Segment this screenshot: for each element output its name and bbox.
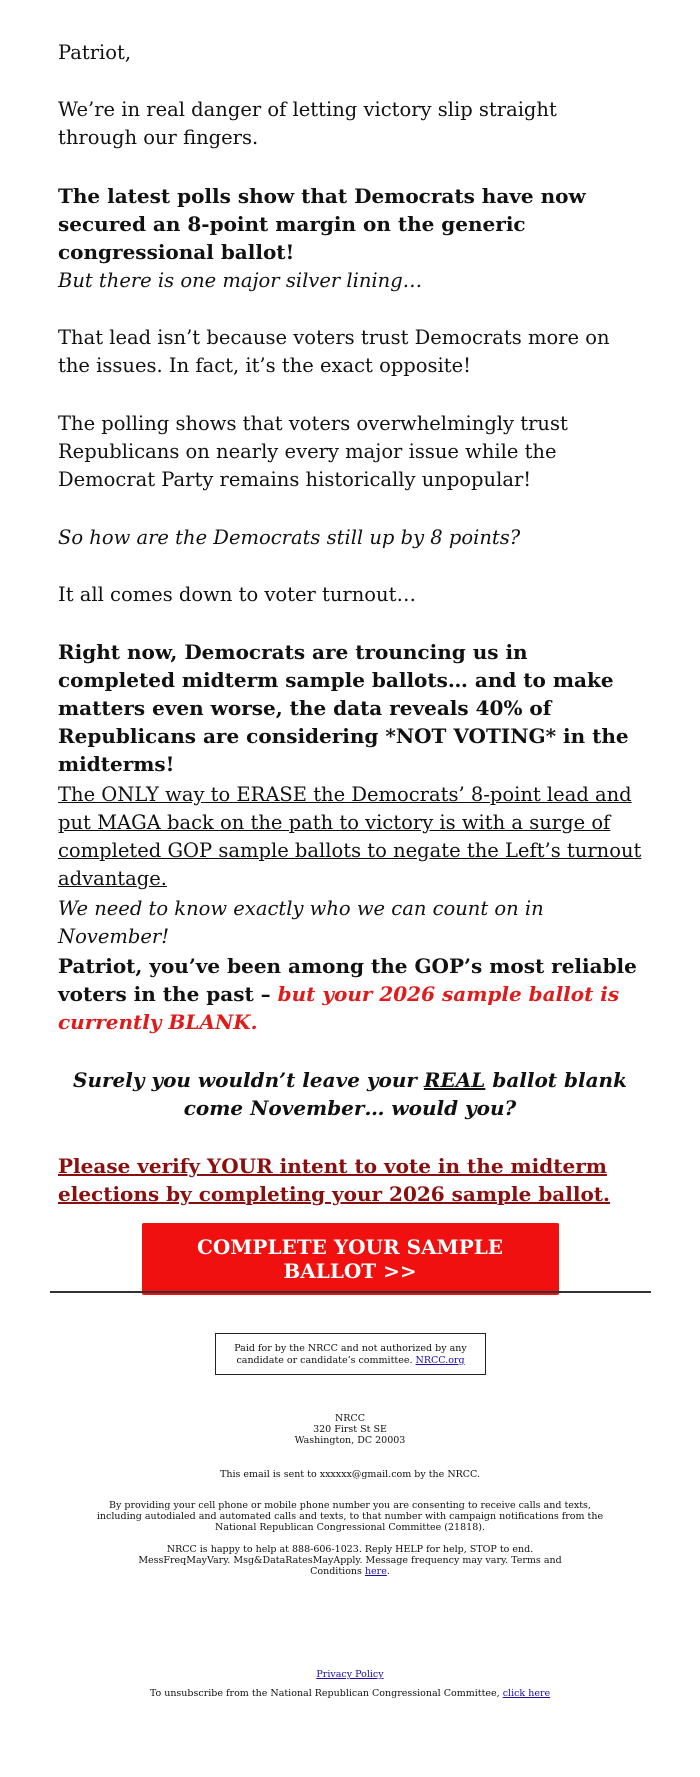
divider bbox=[50, 1291, 651, 1293]
paragraph-surely bbox=[58, 1066, 642, 1122]
address-block bbox=[0, 1413, 700, 1446]
paragraph-lead: That lead isn’t because voters trust Democrats more on the issues. In fact, it’s the exact opposite! bbox=[58, 326, 610, 377]
terms-here-link[interactable]: here bbox=[364, 1566, 387, 1577]
reliable-text: Patriot, you’ve been among the GOP’s most reliable voters in the past – bbox=[58, 954, 637, 1006]
paragraph-reliable bbox=[58, 952, 642, 1036]
paragraph-question: So how are the Democrats still up by 8 points? bbox=[58, 526, 521, 549]
help-text: NRCC is happy to help at 888-606-1023. Reply HELP for help, STOP to end. MessFreqMayVary. Msg&DataRatesMayApply. Message frequency may vary. Terms and Conditions bbox=[138, 1544, 562, 1577]
paragraph-polls: The latest polls show that Democrats have now secured an 8-point margin on the generic congressional ballot! bbox=[58, 184, 586, 264]
greeting: Patriot, bbox=[58, 41, 132, 64]
sent-to-text: This email is sent to xxxxxx@gmail.com by the NRCC. bbox=[219, 1469, 481, 1480]
privacy-policy-link[interactable]: Privacy Policy bbox=[316, 1669, 384, 1680]
surely-text-a: Surely you wouldn’t leave your bbox=[73, 1068, 417, 1092]
address-line-1: 320 First St SE bbox=[313, 1424, 387, 1435]
paid-for-disclaimer bbox=[215, 1333, 486, 1375]
blank-ballot-text: but your 2026 sample ballot is currently BLANK. bbox=[58, 982, 620, 1034]
paragraph-polling: The polling shows that voters overwhelmingly trust Republicans on nearly every major issue while the Democrat Party remains historically unpopular! bbox=[58, 412, 568, 491]
paid-for-text: Paid for by the NRCC and not authorized by any candidate or candidate’s committee. bbox=[234, 1343, 467, 1366]
unsubscribe-text: To unsubscribe from the National Republican Congressional Committee, bbox=[149, 1688, 500, 1699]
paragraph-danger: We’re in real danger of letting victory slip straight through our fingers. bbox=[58, 98, 557, 149]
paragraph-erase-lead: The ONLY way to ERASE the Democrats’ 8-point lead and put MAGA back on the path to victory is with a surge of completed GOP sample ballots to negate the Left’s turnout advantage. bbox=[58, 783, 642, 890]
unsubscribe-row bbox=[0, 1688, 700, 1699]
paragraph-count-on: We need to know exactly who we can count on in November! bbox=[58, 897, 544, 948]
nrcc-org-link[interactable]: NRCC.org bbox=[415, 1355, 465, 1366]
address-line-2: Washington, DC 20003 bbox=[294, 1435, 406, 1446]
paragraph-trouncing: Right now, Democrats are trouncing us in completed midterm sample ballots… and to make matters even worse, the data reveals 40% of Republicans are considering *NOT VOTING* in the midterms! bbox=[58, 640, 629, 776]
cta-wrapper bbox=[58, 1223, 642, 1295]
surely-real: REAL bbox=[423, 1068, 486, 1092]
paragraph-silver-lining: But there is one major silver lining… bbox=[58, 269, 423, 292]
consent-text: By providing your cell phone or mobile phone number you are consenting to receive calls and texts, including autodialed and automated calls and texts, to that number with campaign notifications from the National Republican Congressional Committee (21818). bbox=[96, 1500, 604, 1533]
surely-text-b: ballot blank come November… would you? bbox=[183, 1068, 627, 1120]
paragraph-turnout: It all comes down to voter turnout… bbox=[58, 583, 416, 606]
help-text-block: NRCC is happy to help at 888-606-1023. Reply HELP for help, STOP to end. MessFreqMayVary. Msg&DataRatesMayApply. Message frequency may vary. Terms and Conditions here. bbox=[138, 1544, 562, 1577]
privacy-policy-row bbox=[0, 1669, 700, 1680]
complete-sample-ballot-button[interactable]: COMPLETE YOUR SAMPLE BALLOT >> bbox=[142, 1223, 559, 1295]
unsubscribe-link[interactable]: click here bbox=[502, 1688, 551, 1699]
org-name: NRCC bbox=[334, 1413, 365, 1424]
verify-intent-link[interactable]: Please verify YOUR intent to vote in the midterm elections by completing your 2026 sample ballot. bbox=[58, 1154, 611, 1206]
